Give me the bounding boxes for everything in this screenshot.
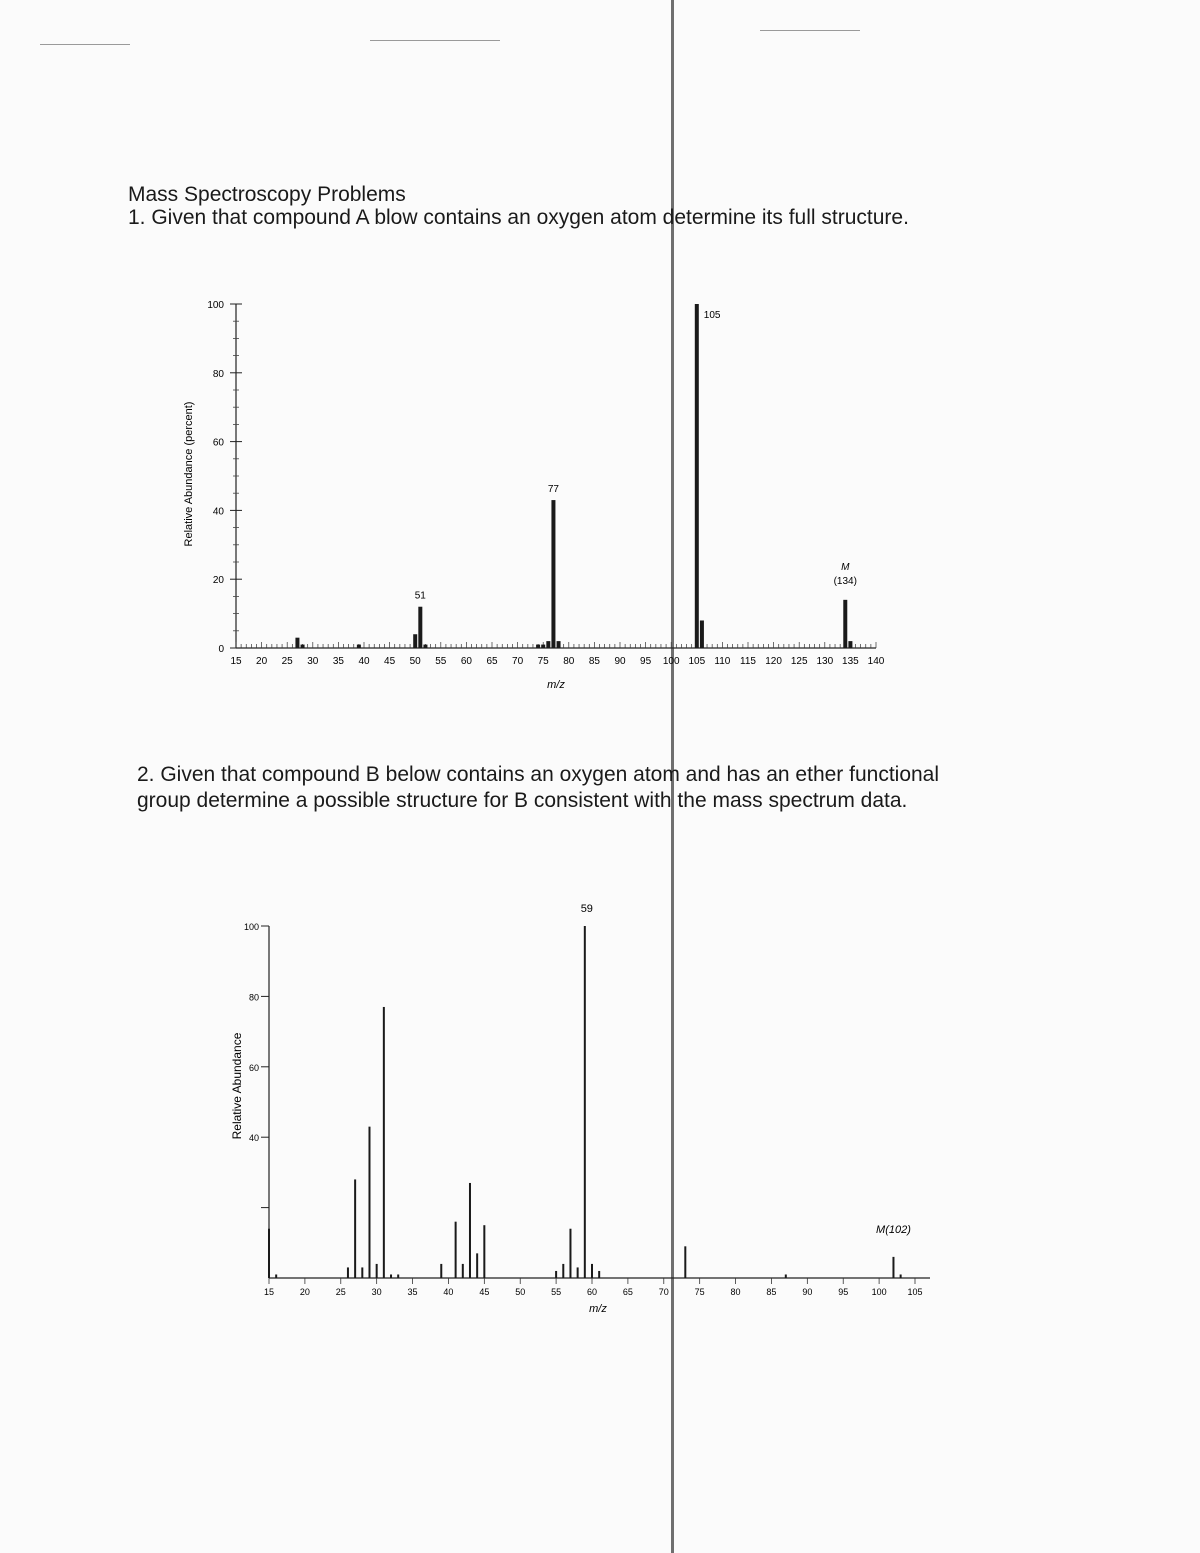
x-tick-label: 50 [409,656,421,667]
x-tick-label: 40 [443,1287,454,1297]
x-tick-label: 125 [790,656,808,667]
x-axis-label: m/z [589,1303,607,1315]
question-1: 1. Given that compound A blow contains an oxygen atom determine its full structure. [128,206,909,229]
peak-label-molecular-ion: M(102) [876,1223,911,1236]
x-tick-label: 95 [640,656,652,667]
peak-bar [275,1274,277,1278]
x-tick-label: 110 [714,656,731,667]
x-tick-label: 35 [407,1287,418,1297]
peak-bar [584,926,586,1278]
peak-bar [892,1257,894,1278]
x-tick-label: 115 [740,656,756,667]
y-axis-label: Relative Abundance (percent) [183,401,195,547]
peak-bar [591,1264,593,1278]
x-tick-label: 80 [730,1287,741,1297]
x-tick-label: 85 [588,656,600,667]
x-tick-label: 120 [765,656,782,667]
x-tick-label: 60 [586,1287,598,1297]
x-tick-label: 65 [486,656,498,667]
y-tick-label: 80 [248,992,259,1003]
peak-label: 105 [703,310,721,321]
peak-bar [268,1229,270,1278]
x-tick-label: 45 [384,656,396,667]
peak-label: 51 [414,590,426,602]
peak-bar [440,1264,442,1278]
y-tick-label: 100 [243,922,259,932]
x-tick-label: 55 [551,1287,562,1297]
y-tick-label: 80 [212,368,224,380]
x-tick-label: 55 [435,656,447,667]
peak-bar [354,1179,356,1278]
x-tick-label: 90 [802,1287,813,1297]
y-tick-label: 40 [248,1133,259,1144]
peak-bar [569,1229,571,1278]
x-tick-label: 70 [658,1287,669,1297]
x-tick-label: 140 [867,656,885,667]
y-tick-label: 0 [218,644,224,655]
peak-bar [469,1183,471,1278]
question-2-line-1: 2. Given that compound B below contains an oxygen atom and has an ether functional [137,763,940,786]
x-tick-label: 15 [263,1287,275,1297]
x-axis-label: m/z [547,679,565,691]
y-tick-label: 100 [207,300,224,311]
y-tick-label: 60 [248,1062,259,1073]
x-tick-label: 45 [479,1287,490,1297]
y-tick-label: 20 [212,575,224,587]
x-tick-label: 75 [694,1287,705,1297]
x-tick-label: 50 [515,1287,526,1297]
peak-bar [476,1253,478,1278]
peak-label-m: M [841,561,850,573]
peak-label-mass: (134) [833,575,857,587]
peak-bar [562,1264,564,1278]
peak-bar [598,1271,600,1278]
x-tick-label: 35 [332,656,344,667]
x-tick-label: 90 [614,656,626,667]
x-tick-label: 25 [335,1287,346,1297]
peak-label: 59 [580,903,593,915]
x-tick-label: 130 [816,656,834,667]
y-tick-label: 40 [212,506,224,518]
document-title: Mass Spectroscopy Problems [128,183,406,206]
peak-bar [555,1271,557,1278]
y-axis-label: Relative Abundance [230,1032,244,1140]
peak-bar [361,1267,363,1278]
x-tick-label: 95 [838,1287,849,1297]
x-tick-label: 20 [299,1287,310,1297]
x-tick-label: 20 [256,656,268,667]
peak-bar [376,1264,378,1278]
y-tick-label: 60 [212,437,224,449]
peak-bar [347,1267,349,1278]
peak-label: 77 [547,484,560,496]
x-tick-label: 65 [622,1287,633,1297]
x-tick-label: 40 [358,656,370,667]
x-tick-label: 105 [907,1287,923,1297]
x-tick-label: 80 [563,656,575,667]
x-tick-label: 75 [537,656,549,667]
x-tick-label: 30 [371,1287,382,1297]
peak-bar [577,1267,579,1278]
x-tick-label: 15 [230,656,242,667]
peak-bar [455,1222,457,1278]
x-tick-label: 70 [512,656,524,667]
x-tick-label: 60 [460,656,472,667]
x-tick-label: 100 [871,1287,887,1297]
question-2-line-2: group determine a possible structure for B consistent with the mass spectrum data. [137,789,908,812]
peak-bar [785,1274,787,1278]
peak-bar [383,1007,385,1278]
peak-bar [368,1127,370,1278]
peak-bar [900,1274,902,1278]
x-tick-label: 25 [281,656,293,667]
x-tick-label: 100 [662,656,680,667]
peak-bar [684,1246,686,1278]
x-tick-label: 105 [688,656,706,667]
x-tick-label: 85 [766,1287,777,1297]
peak-bar [483,1225,485,1278]
peak-bar [397,1274,399,1278]
x-tick-label: 30 [307,656,319,667]
peak-bar [462,1264,464,1278]
peak-bar [390,1274,392,1278]
x-tick-label: 135 [842,656,859,667]
